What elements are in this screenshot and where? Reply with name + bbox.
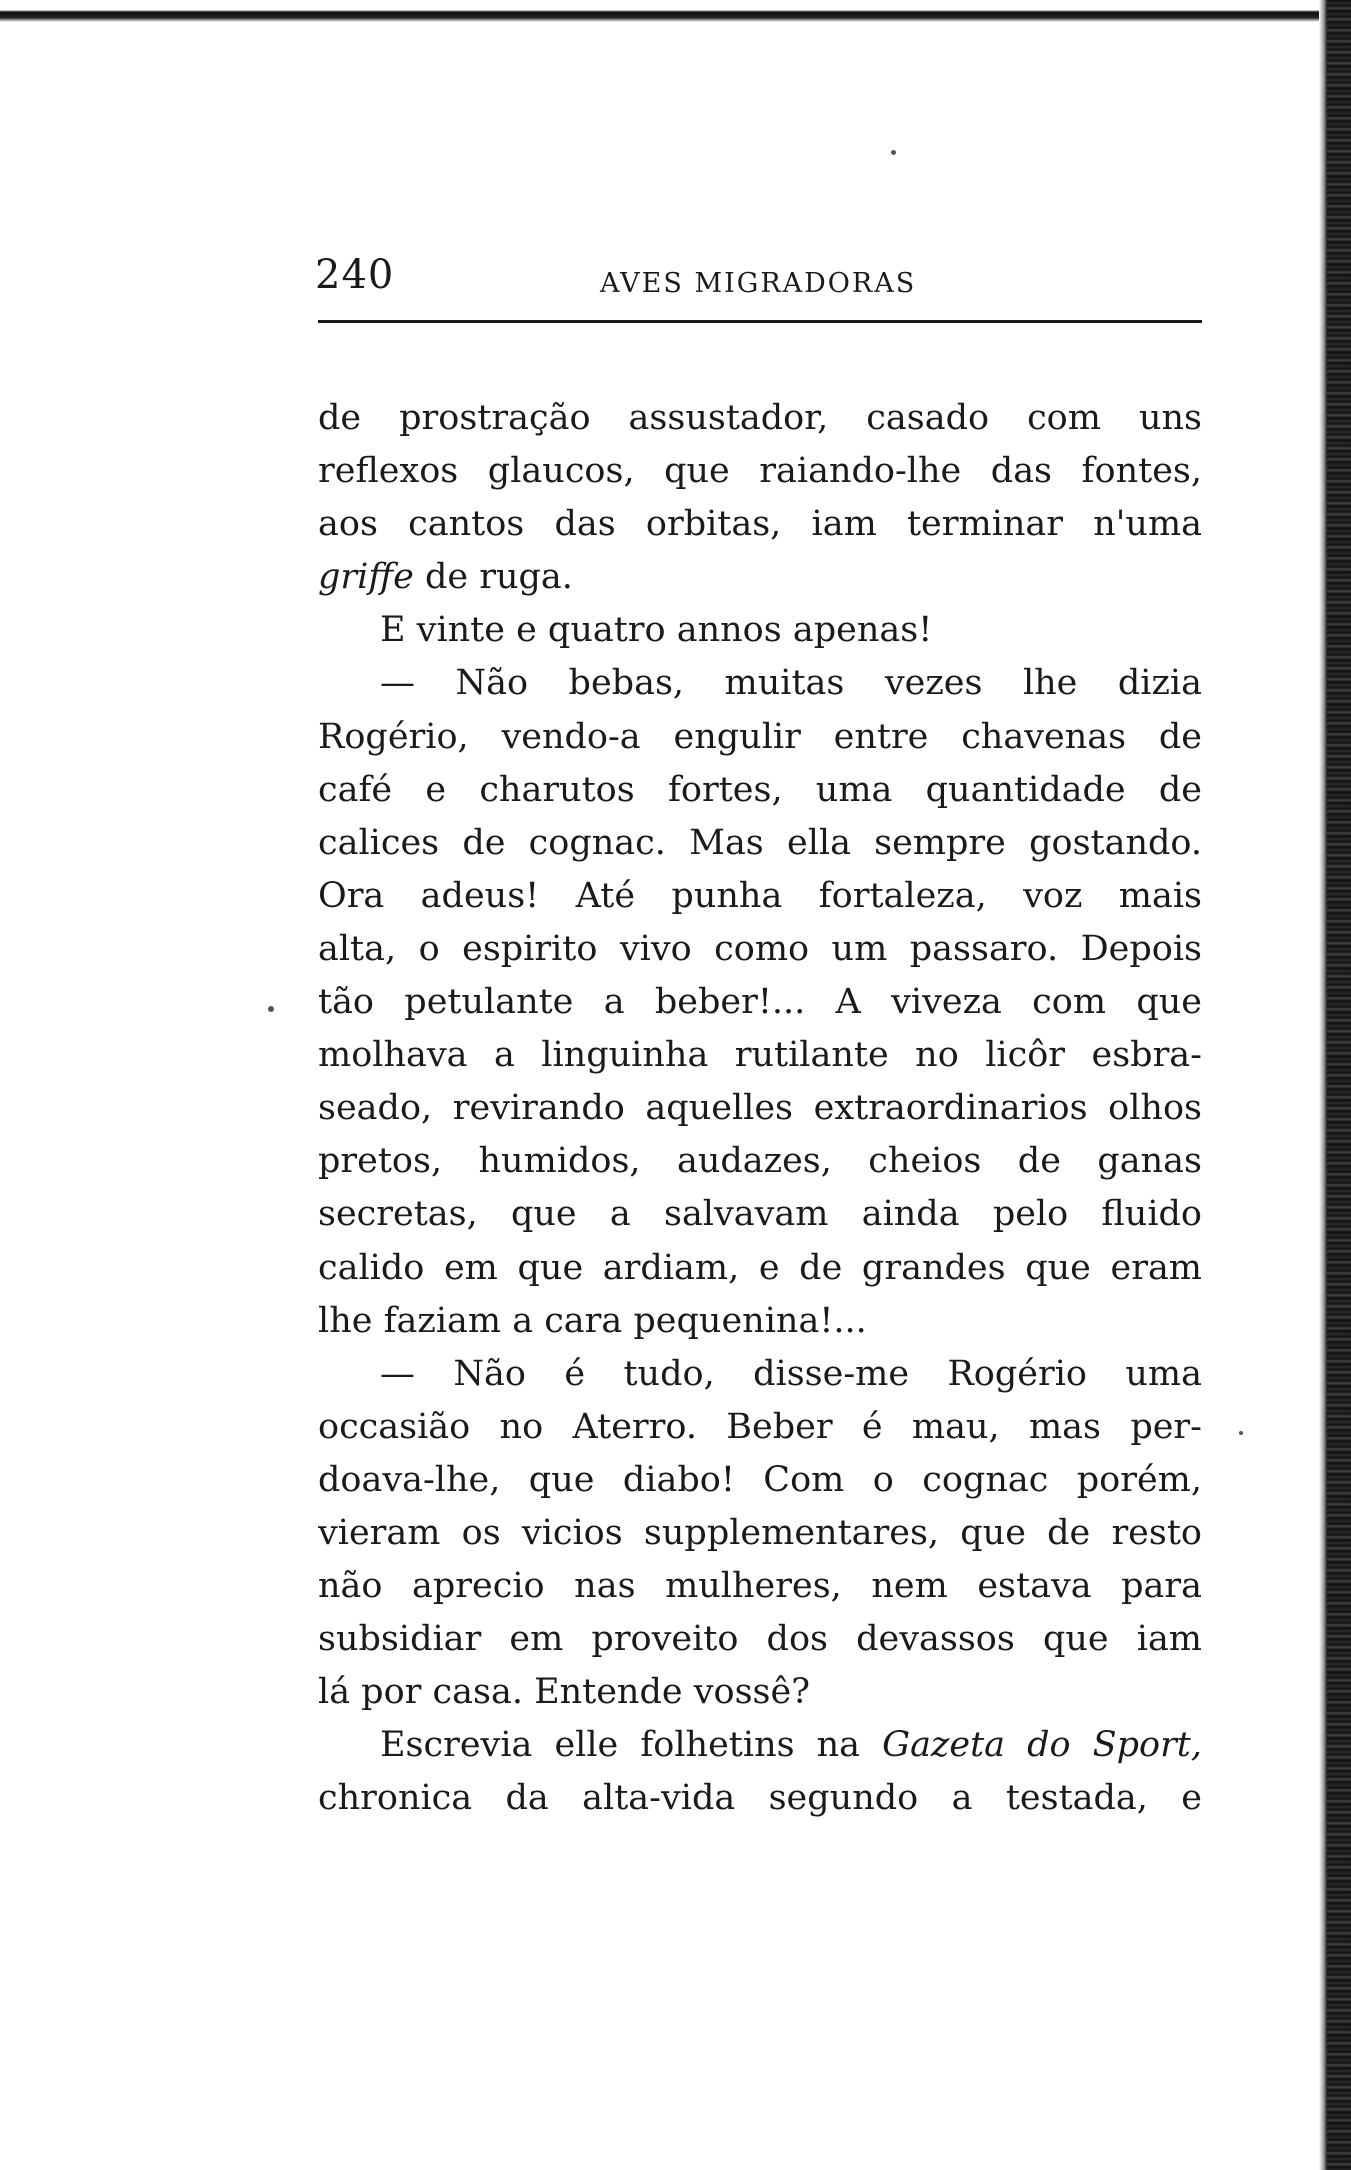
text-line: calido em que ardiam, e de grandes que eram (318, 1247, 1202, 1288)
italic-phrase: Gazeta do Sport, (882, 1725, 1202, 1766)
page-number: 240 (315, 252, 395, 298)
text-line: — Não bebas, muitas vezes lhe dizia (380, 663, 1202, 704)
text-line: alta, o espirito vivo como um passaro. Depois (318, 928, 1202, 969)
ink-speck (268, 1006, 274, 1012)
running-title: AVES MIGRADORAS (600, 268, 917, 299)
ink-speck (1239, 1431, 1243, 1435)
text-line: calices de cognac. Mas ella sempre gostando. (318, 822, 1202, 863)
text-segment: Escrevia elle folhetins na (380, 1725, 883, 1766)
text-line: café e charutos fortes, uma quantidade de (318, 769, 1202, 810)
text-line: doava-lhe, que diabo! Com o cognac porém, (318, 1459, 1202, 1500)
text-line: molhava a linguinha rutilante no licôr esbra- (318, 1035, 1202, 1076)
text-line: não aprecio nas mulheres, nem estava para (318, 1566, 1202, 1607)
text-line: lá por casa. Entende vossê? (318, 1672, 810, 1713)
text-line: reflexos glaucos, que raiando-lhe das fontes, (318, 451, 1202, 492)
text-line: tão petulante a beber!... A viveza com que (318, 982, 1202, 1023)
text-segment: de ruga. (413, 557, 573, 598)
text-line: occasião no Aterro. Beber é mau, mas per- (318, 1406, 1202, 1447)
italic-phrase: griffe (318, 557, 414, 598)
top-page-edge-shadow (0, 0, 1330, 22)
text-line: lhe faziam a cara pequenina!... (318, 1300, 867, 1341)
book-spine-edge (1327, 0, 1351, 2170)
text-line: de prostração assustador, casado com uns (318, 398, 1202, 438)
text-line: pretos, humidos, audazes, cheios de ganas (318, 1141, 1202, 1182)
text-line: vieram os vicios supplementares, que de resto (318, 1512, 1202, 1553)
text-line: aos cantos das orbitas, iam terminar n'uma (318, 504, 1202, 545)
text-line: subsidiar em proveito dos devassos que iam (318, 1619, 1202, 1660)
gutter-shadow (1319, 0, 1327, 2170)
text-line (318, 551, 1202, 604)
ink-speck (891, 150, 896, 155)
text-line: — Não é tudo, disse-me Rogério uma (380, 1353, 1202, 1394)
running-header (315, 250, 1205, 310)
text-line: secretas, que a salvavam ainda pelo fluido (318, 1194, 1202, 1235)
text-line (318, 1719, 1202, 1772)
header-rule (318, 320, 1202, 323)
text-line: Ora adeus! Até punha fortaleza, voz mais (318, 875, 1202, 916)
text-line: seado, revirando aquelles extraordinarios olhos (318, 1088, 1202, 1129)
text-line: chronica da alta-vida segundo a testada, e (318, 1778, 1202, 1819)
text-line: Rogério, vendo-a engulir entre chavenas de (318, 716, 1202, 757)
body-text (318, 392, 1202, 1826)
text-line: E vinte e quatro annos apenas! (380, 610, 933, 651)
